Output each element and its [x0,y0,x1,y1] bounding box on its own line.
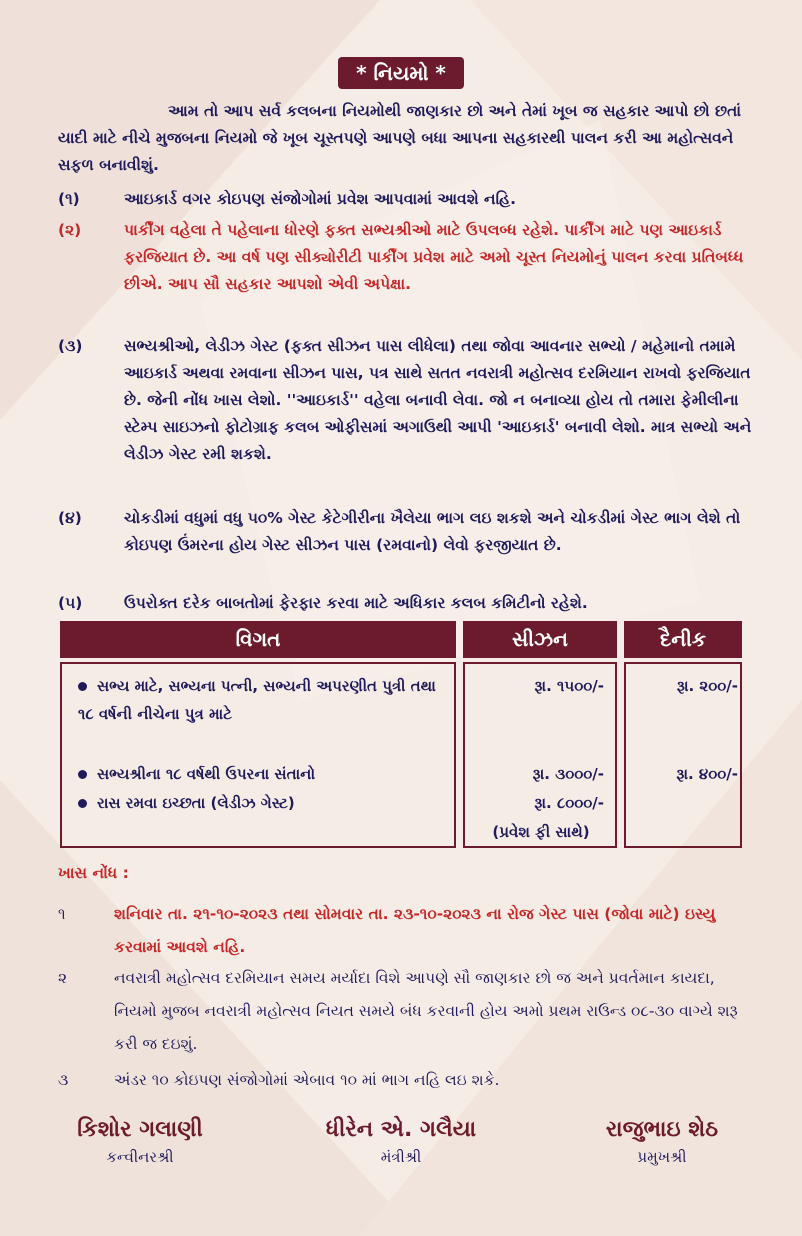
note-number: ૧ [58,905,66,923]
rule-number: (૧) [58,190,80,208]
signature-role: કન્વીનરશ્રી [106,1148,174,1166]
fee-row-3-season-note: (પ્રવેશ ફી સાથે) [492,823,590,841]
fee-row-2-season: રૂા. ૩૦૦૦/- [532,765,604,783]
note-number: ૩ [58,1071,69,1089]
signature-convener [20,1117,260,1166]
page-title: * નિયમો * [338,57,464,89]
rule-text: પાર્કીંગ વહેલા તે પહેલાના ધોરણે ફક્ત સભ્યશ્રીઓ માટે ઉપલબ્ધ રહેશે. પાર્કીંગ માટે પણ આઇકાર્ડ ફરજિયાત છે. આ વર્ષ પણ સીક્યોરીટી પાર્કીંગ પ્રવેશ માટે અમો ચૂસ્ત નિયમોનું પાલન કરવા પ્રતિબધ્ધ છીએ. આપ સૌ સહકાર આપશો એવી અપેક્ષા. [124,221,744,293]
rule-text: સભ્યશ્રીઓ, લેડીઝ ગેસ્ટ (ફક્ત સીઝન પાસ લીધેલા) તથા જોવા આવનાર સભ્યો / મહેમાનો તમામે આઇકાર્ડ અથવા રમવાના સીઝન પાસ, પત્ર સાથે સતત નવરાત્રી મહોત્સવ દરમિયાન રાખવો ફરજિયાત છે. જેની નોંધ ખાસ લેશો. ''આઇકાર્ડ'' વહેલા બનાવી લેવા. જો ન બનાવ્યા હોય તો તમારા ફેમીલીના સ્ટેમ્પ સાઇઝનો ફોટોગ્રાફ કલબ ઓફીસમાં અગાઉથી આપી 'આઇકાર્ડ' બનાવી લેશો. માત્ર સભ્યો અને લેડીઝ ગેસ્ટ રમી શકશે. [124,337,752,463]
rule-text: આઇકાર્ડ વગર કોઇપણ સંજોગોમાં પ્રવેશ આપવામાં આવશે નહિ. [124,190,516,208]
fee-row-1-daily: રૂા. ૨૦૦/- [676,677,738,695]
bullet-icon [78,682,87,691]
rule-number: (૪) [58,509,82,527]
header-season: સીઝન [463,621,617,658]
rule-text: ચોકડીમાં વધુમાં વધુ ૫૦% ગેસ્ટ કેટેગીરીના ખૈલેયા ભાગ લઇ શકશે અને ચોકડીમાં ગેસ્ટ ભાગ લેશે તો કોઇપણ ઉંમરના હોય ગેસ્ટ સીઝન પાસ (રમવાનો) લેવો ફરજીયાત છે. [124,509,741,554]
note-text: અંડર ૧૦ કોઇપણ સંજોગોમાં એબાવ ૧૦ માં ભાગ નહિ લઇ શકે. [114,1071,500,1089]
fee-row-1-season: રૂા. ૧૫૦૦/- [534,677,604,695]
signature-role: પ્રમુખશ્રી [637,1148,687,1166]
bullet-icon [78,770,87,779]
note-text: નવરાત્રી મહોત્સવ દરમિયાન સમય મર્યાદા વિશે આપણે સૌ જાણકાર છો જ અને પ્રવર્તમાન કાયદા, નિયમો મુજબ નવરાત્રી મહોત્સવ નિયત સમયે બંધ કરવાની હોય અમો પ્રથમ રાઉન્ડ ૦૮-૩૦ વાગ્યે શરૂ કરી જ દઇશું. [114,969,738,1053]
notes-title: ખાસ નોંધ : [58,864,129,882]
fee-row-2-item: સભ્યશ્રીના ૧૮ વર્ષથી ઉપરના સંતાનો [78,760,458,788]
signature-name: કિશોર ગલાણી [77,1117,203,1142]
signature-president [542,1117,782,1166]
intro-paragraph: આમ તો આપ સર્વ કલબના નિયમોથી જાણકાર છો અને તેમાં ખૂબ જ સહકાર આપો છો છતાં યાદી માટે નીચે મુજબના નિયમો જે ખૂબ ચૂસ્તપણે આપણે બધા આપના સહકારથી પાલન કરી આ મહોત્સવને સફળ બનાવીશું. [58,102,742,174]
fee-row-3-item: રાસ રમવા ઇચ્છતા (લેડીઝ ગેસ્ટ) [78,789,458,817]
note-number: ૨ [58,969,68,987]
title-area [0,57,802,89]
signature-name: રાજુભાઇ શેઠ [605,1117,719,1142]
header-details: વિગત [60,621,456,658]
bullet-icon [78,799,87,808]
fee-row-2-daily: રૂા. ૪૦૦/- [676,765,738,783]
note-text: શનિવાર તા. ૨૧-૧૦-૨૦૨૩ તથા સોમવાર તા. ૨૩-૧૦-૨૦૨૩ ના રોજ ગેસ્ટ પાસ (જોવા માટે) ઇસ્યુ કરવામાં આવશે નહિ. [114,905,716,956]
signature-role: મંત્રીશ્રી [380,1148,422,1166]
rule-number: (૩) [58,337,83,355]
rule-number: (૨) [58,221,82,239]
signature-secretary [281,1117,521,1166]
signature-name: ધીરેન એ. ગલૈયા [325,1117,477,1142]
fee-row-1-item: સભ્ય માટે, સભ્યના પત્ની, સભ્યની અપરણીત પુત્રી તથા ૧૮ વર્ષની નીચેના પુત્ર માટે [78,677,436,723]
header-daily: દૈનીક [624,621,742,658]
rule-text: ઉપરોક્ત દરેક બાબતોમાં ફેરફાર કરવા માટે અધિકાર કલબ કમિટીનો રહેશે. [124,594,588,612]
fee-row-3-season: રૂા. ૮૦૦૦/- [534,794,604,812]
rule-number: (૫) [58,594,83,612]
